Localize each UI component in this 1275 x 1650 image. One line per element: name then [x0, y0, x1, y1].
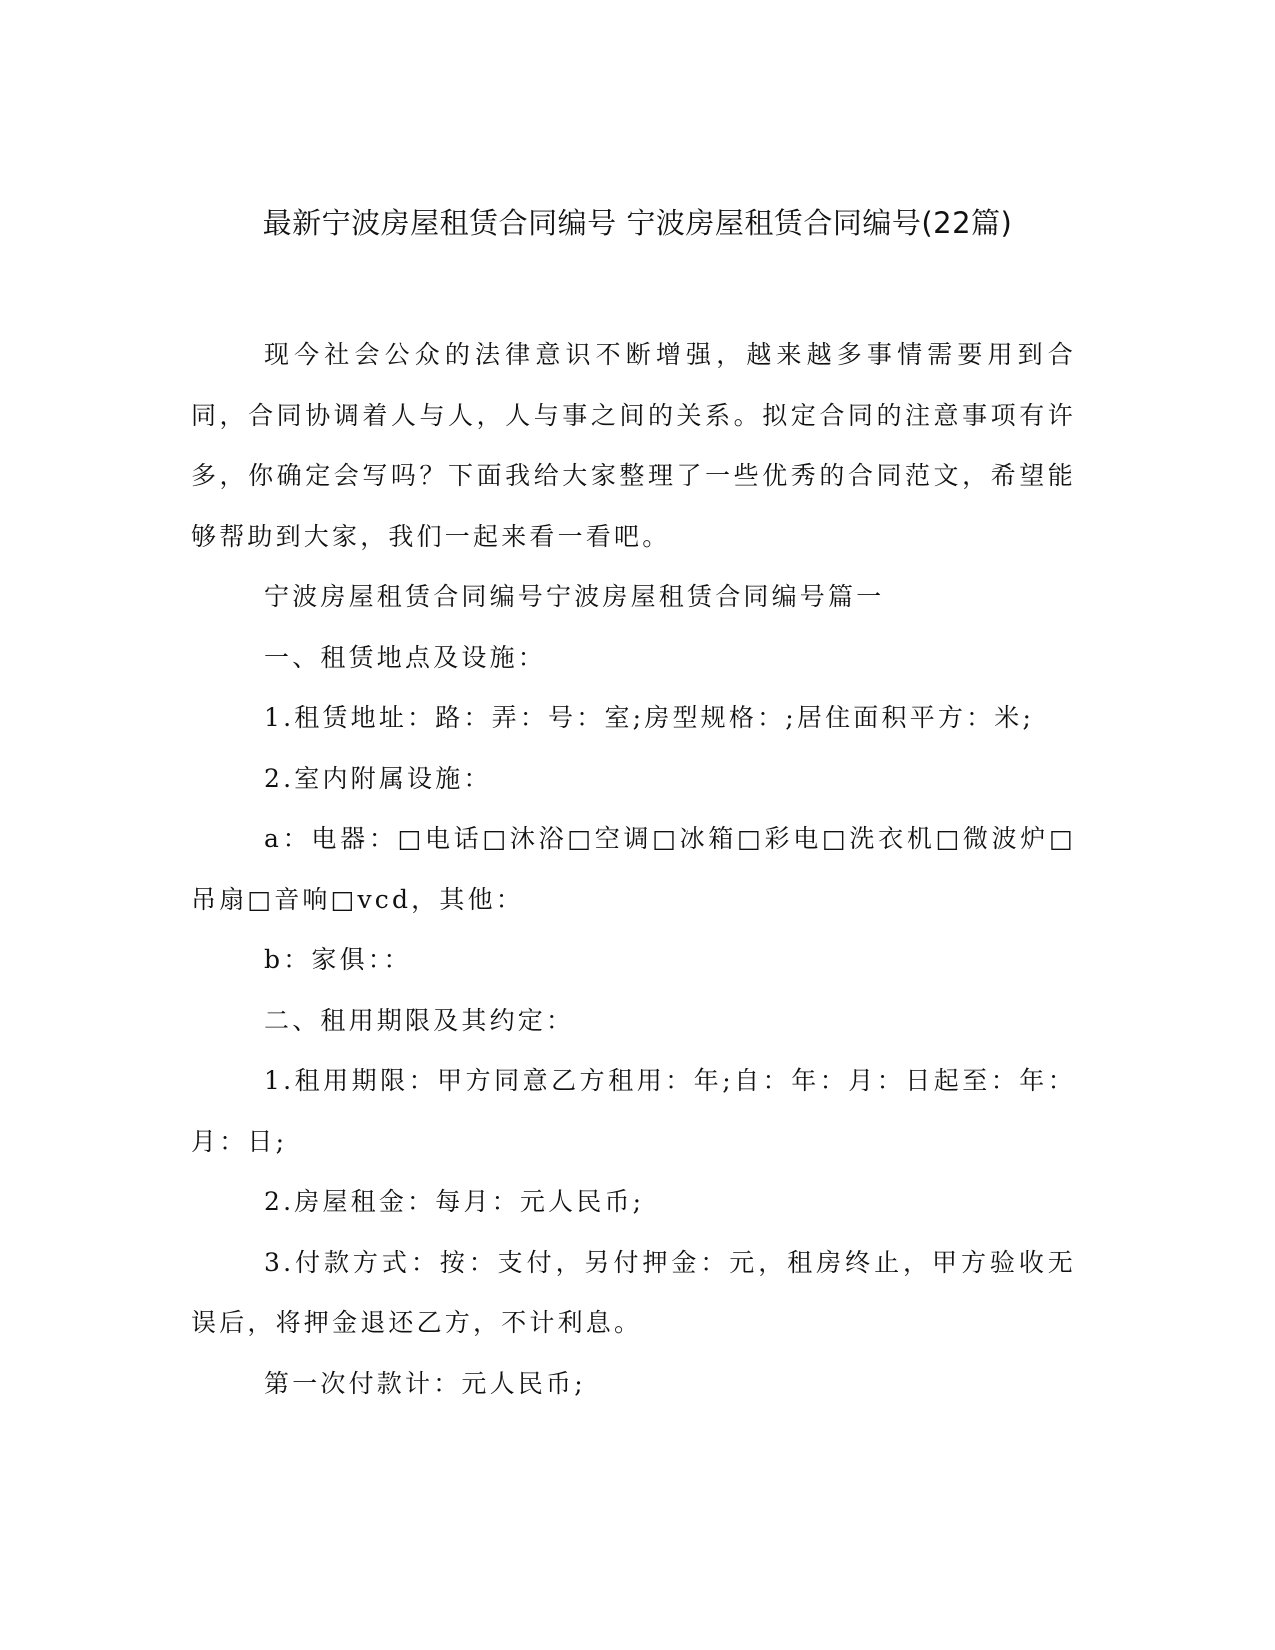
paragraph-clause-1: 一、租赁地点及设施：: [264, 642, 547, 672]
document-body: [191, 325, 1076, 1414]
paragraph-first-payment: 第一次付款计：元人民币;: [264, 1368, 586, 1398]
paragraph-rent: 2.房屋租金：每月：元人民币;: [264, 1187, 645, 1216]
paragraph-rental-address: 1.租赁地址：路：弄：号：室;房型规格：;居住面积平方：米;: [264, 703, 1035, 732]
document-title: 最新宁波房屋租赁合同编号 宁波房屋租赁合同编号(22篇): [262, 206, 1013, 240]
paragraph-furniture: b：家俱：：: [264, 945, 412, 974]
paragraph-clause-2: 二、租用期限及其约定：: [264, 1005, 575, 1035]
paragraph-lease-term: 1.租用期限：甲方同意乙方租用：年;自：年：月：日起至：年：月：日;: [191, 1066, 1076, 1156]
paragraph-section-heading: 宁波房屋租赁合同编号宁波房屋租赁合同编号篇一: [264, 582, 885, 611]
paragraph-intro: 现今社会公众的法律意识不断增强，越来越多事情需要用到合同，合同协调着人与人，人与事之间的关系。拟定合同的注意事项有许多，你确定会写吗？下面我给大家整理了一些优秀的合同范文，希望能够帮助到大家，我们一起来看一看吧。: [191, 340, 1076, 551]
paragraph-facilities: 2.室内附属设施：: [264, 763, 492, 793]
paragraph-payment-method: 3.付款方式：按：支付，另付押金：元，租房终止，甲方验收无误后，将押金退还乙方，不计利息。: [191, 1247, 1076, 1337]
paragraph-appliances: a：电器：□电话□沐浴□空调□冰箱□彩电□洗衣机□微波炉□吊扇□音响□vcd，其他：: [191, 824, 1076, 914]
